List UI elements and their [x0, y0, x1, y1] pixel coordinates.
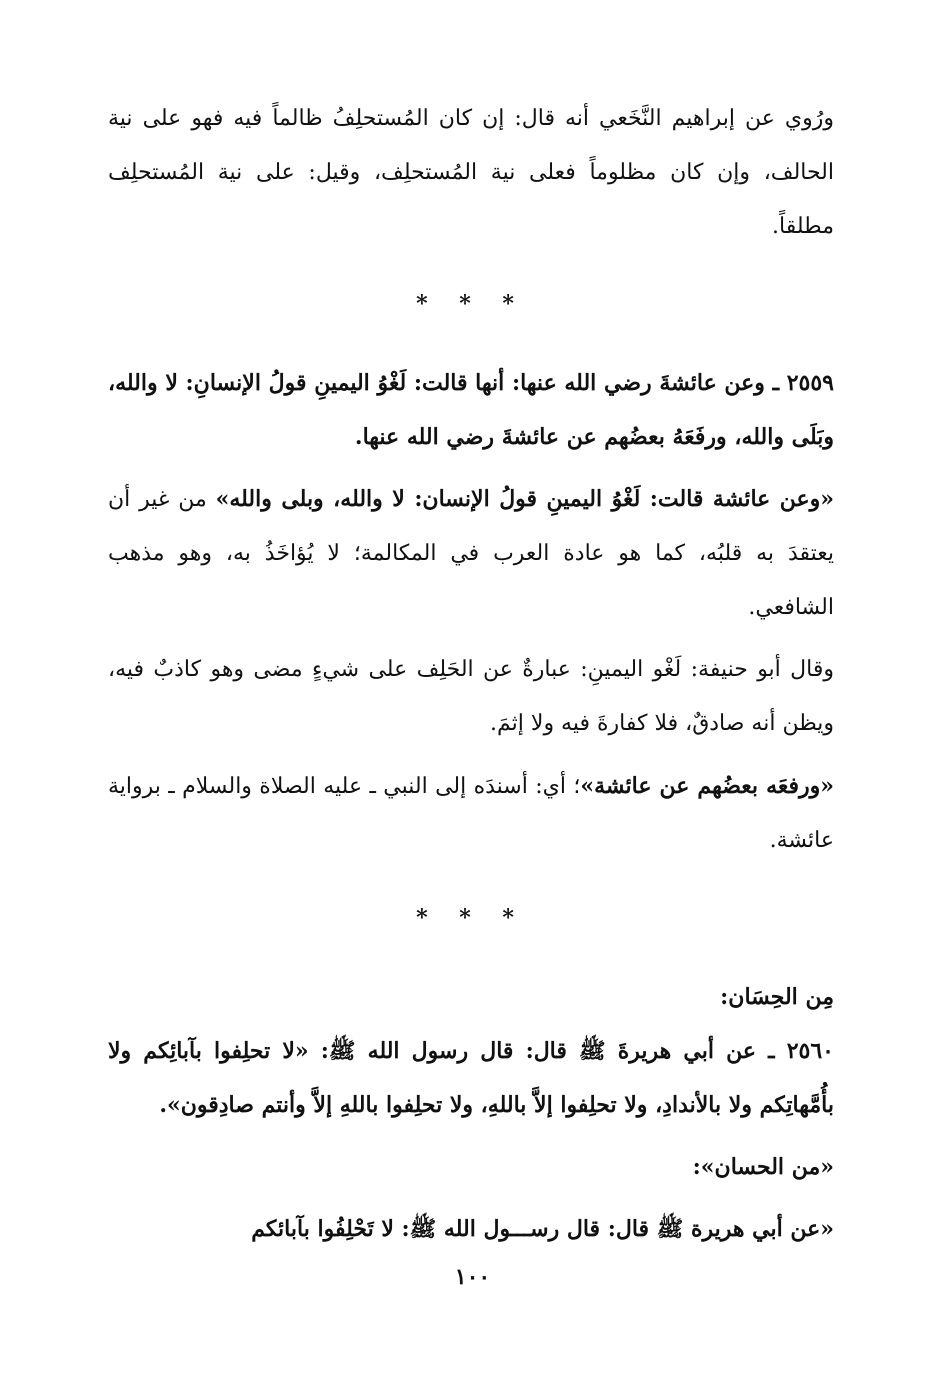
quoted-text: «وعن عائشة قالت: لَغْوُ اليمينِ قولُ الإنسان: لا والله، وبلى والله»: [215, 486, 835, 512]
section-separator: * * *: [416, 905, 526, 931]
commentary-text: من غير أن يعتقدَ به قلبُه، كما هو عادة العرب في المكالمة؛ لا يُؤاخَذُ به، وهو مذهب الشافعي.: [108, 487, 834, 620]
paragraph-nakhai: ورُوي عن إبراهيم النَّخَعي أنه قال: إن كان المُستحلِفُ ظالماً فيه فهو على نية الحالف، وإن كان مظلوماً فعلى نية المُستحلِف، وقيل: على نية المُستحلِف مطلقاً.: [108, 106, 834, 239]
hadith-2559: ٢٥٥٩ ـ وعن عائشةَ رضي الله عنها: أنها قالت: لَغْوُ اليمينِ قولُ الإنسانِ: لا والله، وبَلَى والله، ورفَعَهُ بعضُهم عن عائشةَ رضي الله عنها.: [108, 370, 834, 450]
commentary-heading-hisan: «من الحسان»:: [692, 1154, 834, 1180]
page-content: [108, 92, 834, 1256]
quoted-text: «ورفعَه بعضُهم عن عائشة»: [580, 773, 834, 799]
paragraph-abu-hanifa: وقال أبو حنيفة: لَغْو اليمينِ: عبارةٌ عن الحَلِف على شيءٍ مضى وهو كاذبٌ فيه، ويظن أنه صادقٌ، فلا كفارةَ فيه ولا إثمَ.: [108, 657, 834, 736]
commentary-aisha: [108, 472, 834, 635]
commentary-text: ؛ أي: أسندَه إلى النبي ـ عليه الصلاة والسلام ـ برواية عائشة.: [108, 774, 834, 853]
page-number: ١٠٠: [454, 1264, 491, 1290]
commentary-abu-hurayra: «عن أبي هريرة ﷺ قال: قال رســـول الله ﷺ: لا تَحْلِفُوا بآبائكم: [251, 1216, 834, 1242]
section-separator: * * *: [416, 291, 526, 317]
section-heading-hisan: مِن الحِسَان:: [720, 984, 834, 1010]
commentary-rafaahu: [108, 759, 834, 868]
hadith-2560: ٢٥٦٠ ـ عن أبي هريرةَ ﷺ قال: قال رسول الله ﷺ: «لا تحلِفوا بآبائِكم ولا بأُمَّهاتِكم ولا بالأندادِ، ولا تحلِفوا إلاَّ باللهِ، ولا تحلِفوا باللهِ إلاَّ وأنتم صادِقون».: [108, 1038, 834, 1118]
